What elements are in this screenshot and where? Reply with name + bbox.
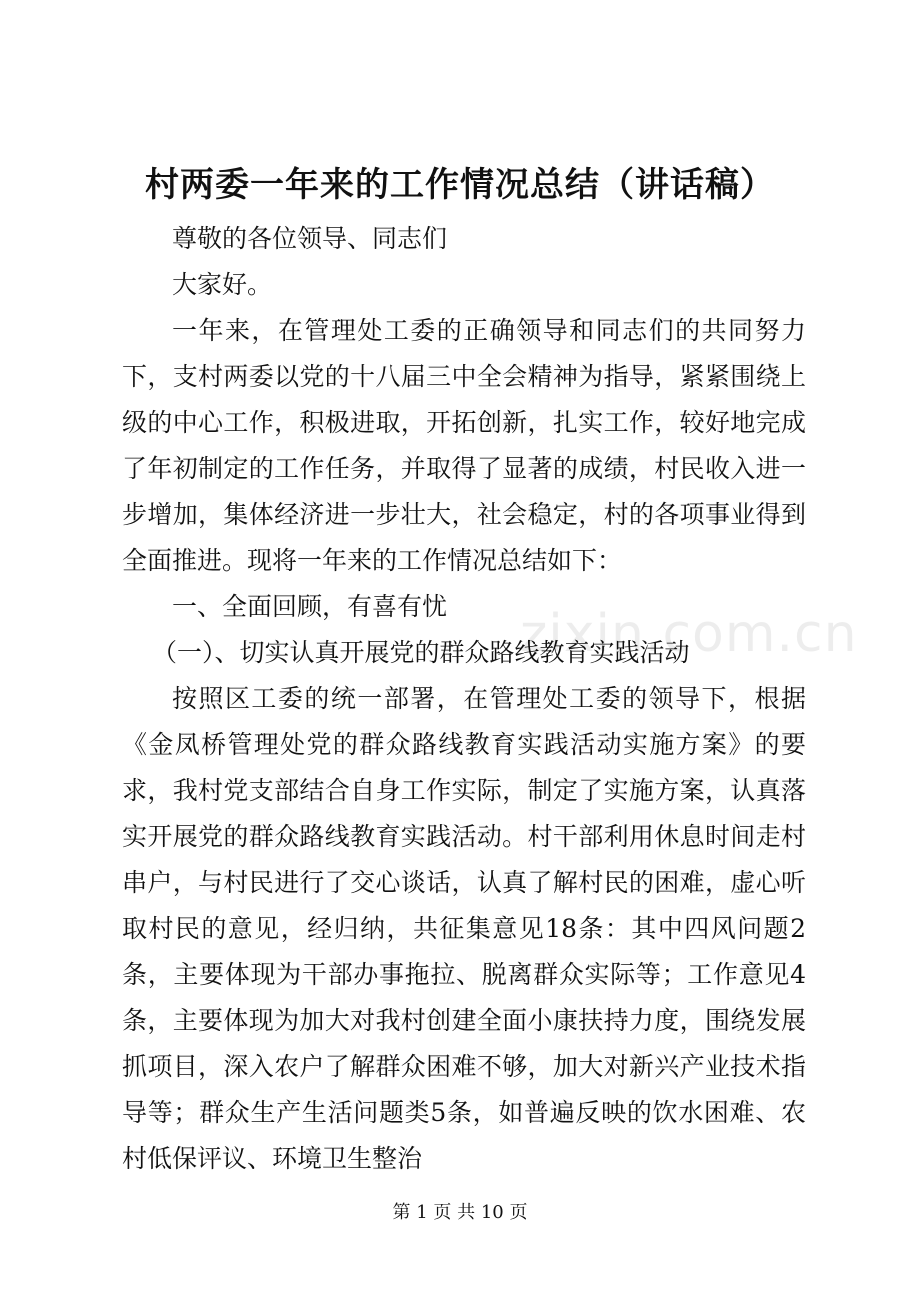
- salutation: 尊敬的各位领导、同志们: [172, 224, 448, 253]
- document-title: 村两委一年来的工作情况总结（讲话稿）: [145, 165, 775, 205]
- greeting: 大家好。: [172, 270, 273, 299]
- body-paragraph: 按照区工委的统一部署，在管理处工委的领导下，根据《金凤桥管理处党的群众路线教育实践活动实施方案》的要求，我村党支部结合自身工作实际，制定了实施方案，认真落实开展党的群众路线教育实践活动。村干部利用休息时间走村串户，与村民进行了交心谈话，认真了解村民的困难，虚心听取村民的意见，经归纳，共征集意见18条：其中四风问题2条，主要体现为干部办事拖拉、脱离群众实际等；工作意见4条，主要体现为加大对我村创建全面小康扶持力度，围绕发展抓项目，深入农户了解群众困难不够，加大对新兴产业技术指导等；群众生产生活问题类5条，如普遍反映的饮水困难、农村低保评议、环境卫生整治: [122, 684, 806, 1173]
- intro-paragraph: 一年来，在管理处工委的正确领导和同志们的共同努力下，支村两委以党的十八届三中全会精神为指导，紧紧围绕上级的中心工作，积极进取，开拓创新，扎实工作，较好地完成了年初制定的工作任务，并取得了显著的成绩，村民收入进一步增加，集体经济进一步壮大，社会稳定，村的各项事业得到全面推进。现将一年来的工作情况总结如下：: [122, 316, 806, 575]
- subsection-heading-1: （一）、切实认真开展党的群众路线教育实践活动: [152, 638, 690, 667]
- page-footer: 第 1 页 共 10 页: [392, 1202, 528, 1223]
- document-body: [122, 216, 806, 1182]
- watermark: zixin.com.cn: [520, 604, 858, 664]
- section-heading-1: 一、全面回顾，有喜有忧: [172, 592, 448, 621]
